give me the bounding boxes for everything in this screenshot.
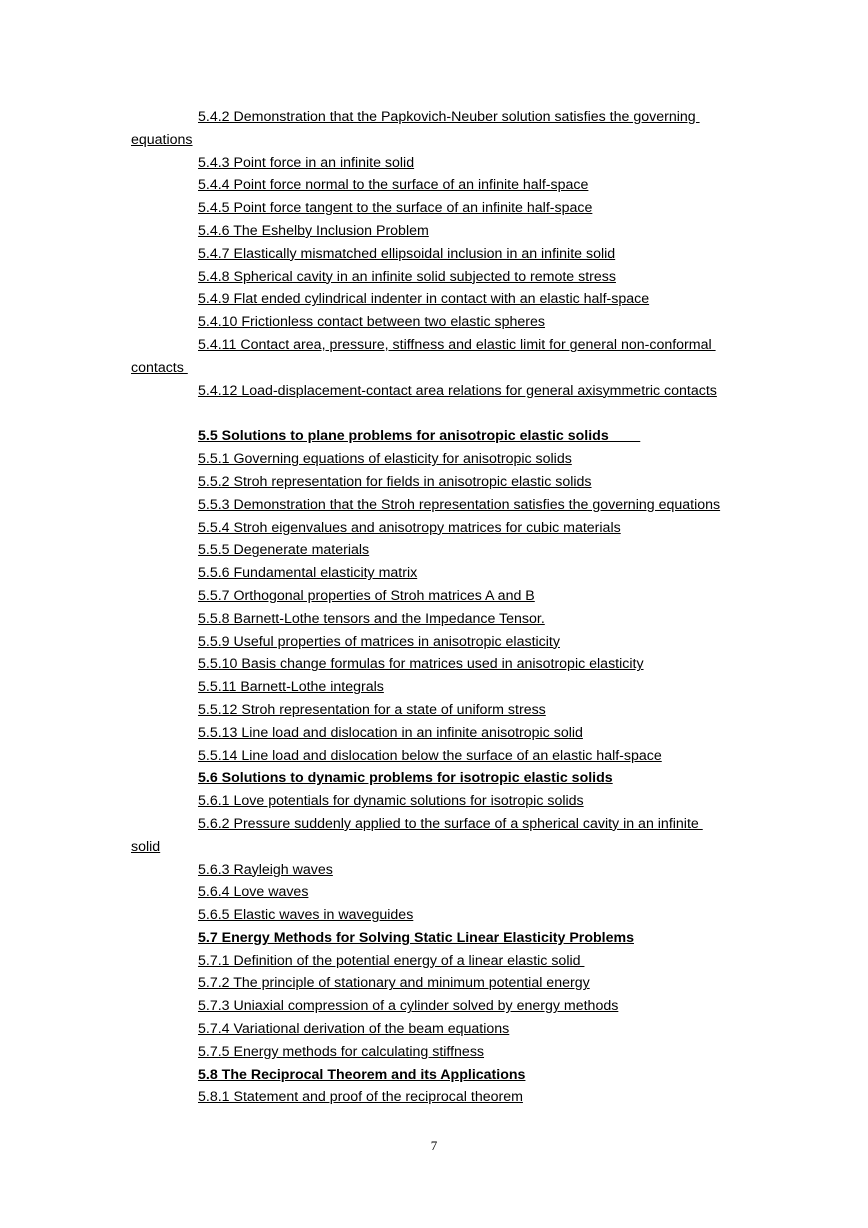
toc-section-heading-link[interactable] <box>0 927 868 950</box>
toc-subsection-link[interactable] <box>0 722 868 745</box>
toc-link-text[interactable]: 5.4.6 The Eshelby Inclusion Problem <box>198 222 429 239</box>
toc-link-text[interactable]: 5.7 Energy Methods for Solving Static Linear Elasticity Problems <box>198 929 634 946</box>
toc-entry-continuation <box>0 129 868 152</box>
toc-entry-line <box>0 950 868 973</box>
toc-subsection-link[interactable] <box>0 562 868 585</box>
toc-link-text[interactable]: 5.4.12 Load-displacement-contact area relations for general axisymmetric contacts <box>198 382 717 399</box>
toc-entry-line <box>0 539 868 562</box>
toc-entry-line <box>0 1018 868 1041</box>
toc-subsection-link[interactable] <box>0 995 868 1018</box>
toc-entry-line <box>0 471 868 494</box>
page-number: 7 <box>430 1138 438 1153</box>
toc-entry-line <box>0 927 868 950</box>
toc-link-text[interactable]: 5.6.4 Love waves <box>198 884 309 901</box>
toc-link-text[interactable]: 5.5.2 Stroh representation for fields in anisotropic elastic solids <box>198 473 592 490</box>
toc-entry-continuation <box>0 357 868 380</box>
toc-subsection-link[interactable] <box>0 813 868 859</box>
toc-subsection-link[interactable] <box>0 1018 868 1041</box>
toc-link-text[interactable]: 5.6.2 Pressure suddenly applied to the surface of a spherical cavity in an infinite <box>198 815 703 832</box>
toc-link-text[interactable]: 5.5.7 Orthogonal properties of Stroh matrices A and B <box>198 587 535 604</box>
toc-entry-line <box>0 653 868 676</box>
toc-entry-line <box>0 448 868 471</box>
toc-link-text[interactable]: 5.4.11 Contact area, pressure, stiffness and elastic limit for general non-conformal <box>198 336 716 353</box>
toc-subsection-link[interactable] <box>0 859 868 882</box>
toc-subsection-link[interactable] <box>0 494 868 517</box>
toc-entry-line <box>0 676 868 699</box>
toc-entry-line <box>0 972 868 995</box>
toc-subsection-link[interactable] <box>0 904 868 927</box>
toc-subsection-link[interactable] <box>0 539 868 562</box>
toc-subsection-link[interactable] <box>0 174 868 197</box>
toc-subsection-link[interactable] <box>0 585 868 608</box>
toc-link-text[interactable]: 5.5.9 Useful properties of matrices in anisotropic elasticity <box>198 633 560 650</box>
toc-link-text[interactable]: 5.8 The Reciprocal Theorem and its Applications <box>198 1066 526 1083</box>
toc-link-text[interactable]: 5.7.4 Variational derivation of the beam equations <box>198 1021 510 1038</box>
toc-subsection-link[interactable] <box>0 197 868 220</box>
toc-subsection-link[interactable] <box>0 1041 868 1064</box>
toc-subsection-link[interactable] <box>0 243 868 266</box>
toc-subsection-link[interactable] <box>0 334 868 380</box>
toc-subsection-link[interactable] <box>0 152 868 175</box>
table-of-contents <box>0 106 868 1109</box>
toc-subsection-link[interactable] <box>0 790 868 813</box>
toc-entry-line <box>0 722 868 745</box>
toc-entry-line <box>0 767 868 790</box>
toc-entry-line <box>0 243 868 266</box>
toc-link-text[interactable]: 5.4.5 Point force tangent to the surface of an infinite half-space <box>198 200 593 217</box>
toc-subsection-link[interactable] <box>0 631 868 654</box>
toc-subsection-link[interactable] <box>0 448 868 471</box>
toc-entry-line <box>0 562 868 585</box>
toc-entry-line <box>0 881 868 904</box>
toc-subsection-link[interactable] <box>0 881 868 904</box>
toc-entry-continuation <box>0 836 868 859</box>
toc-link-text[interactable]: 5.6 Solutions to dynamic problems for isotropic elastic solids <box>198 770 613 787</box>
toc-subsection-link[interactable] <box>0 972 868 995</box>
toc-link-text[interactable]: 5.6.3 Rayleigh waves <box>198 861 333 878</box>
toc-spacer <box>0 402 868 425</box>
toc-link-text[interactable]: 5.5.6 Fundamental elasticity matrix <box>198 565 418 582</box>
toc-subsection-link[interactable] <box>0 380 868 403</box>
toc-entry-line <box>0 494 868 517</box>
toc-entry-line <box>0 106 868 129</box>
toc-link-text[interactable]: 5.4.9 Flat ended cylindrical indenter in contact with an elastic half-space <box>198 291 650 308</box>
toc-section-heading-link[interactable] <box>0 1064 868 1087</box>
toc-entry-line <box>0 152 868 175</box>
toc-link-text[interactable]: 5.7.5 Energy methods for calculating stiffness <box>198 1043 485 1060</box>
toc-entry-line <box>0 995 868 1018</box>
toc-link-text[interactable]: 5.5.13 Line load and dislocation in an infinite anisotropic solid <box>198 724 583 741</box>
toc-link-text[interactable]: equations <box>131 131 193 148</box>
toc-entry-line <box>0 1041 868 1064</box>
toc-entry-line <box>0 1086 868 1109</box>
toc-entry-line <box>0 745 868 768</box>
toc-link-text[interactable]: 5.7.3 Uniaxial compression of a cylinder solved by energy methods <box>198 998 619 1015</box>
toc-link-text[interactable]: 5.5.8 Barnett-Lothe tensors and the Impedance Tensor. <box>198 610 545 627</box>
toc-entry-line <box>0 197 868 220</box>
toc-link-text[interactable]: 5.5.3 Demonstration that the Stroh representation satisfies the governing equations <box>198 496 721 513</box>
toc-entry-line <box>0 631 868 654</box>
toc-entry-line <box>0 904 868 927</box>
toc-link-text[interactable]: 5.5.4 Stroh eigenvalues and anisotropy matrices for cubic materials <box>198 519 621 536</box>
toc-entry-line <box>0 220 868 243</box>
toc-link-text[interactable]: contacts <box>131 359 188 376</box>
toc-subsection-link[interactable] <box>0 517 868 540</box>
toc-link-text[interactable]: 5.4.2 Demonstration that the Papkovich-Neuber solution satisfies the governing <box>198 109 700 125</box>
toc-entry-line <box>0 790 868 813</box>
toc-subsection-link[interactable] <box>0 653 868 676</box>
toc-subsection-link[interactable] <box>0 699 868 722</box>
toc-subsection-link[interactable] <box>0 1086 868 1109</box>
toc-link-text[interactable]: 5.7.2 The principle of stationary and minimum potential energy <box>198 975 590 992</box>
toc-link-text[interactable]: 5.7.1 Definition of the potential energy of a linear elastic solid <box>198 952 585 969</box>
toc-entry-line <box>0 425 868 448</box>
toc-subsection-link[interactable] <box>0 676 868 699</box>
toc-link-text[interactable]: 5.4.7 Elastically mismatched ellipsoidal inclusion in an infinite solid <box>198 245 616 262</box>
toc-subsection-link[interactable] <box>0 745 868 768</box>
toc-link-text[interactable]: 5.5.10 Basis change formulas for matrices used in anisotropic elasticity <box>198 656 644 673</box>
toc-section-heading-link[interactable] <box>0 425 868 448</box>
toc-link-text[interactable]: 5.8.1 Statement and proof of the reciprocal theorem <box>198 1089 523 1106</box>
toc-entry-line <box>0 288 868 311</box>
toc-link-text[interactable]: 5.4.10 Frictionless contact between two elastic spheres <box>198 314 545 331</box>
toc-entry-line <box>0 334 868 357</box>
toc-subsection-link[interactable] <box>0 220 868 243</box>
toc-entry-line <box>0 1064 868 1087</box>
toc-entry-line <box>0 585 868 608</box>
toc-entry-line <box>0 859 868 882</box>
toc-subsection-link[interactable] <box>0 471 868 494</box>
toc-subsection-link[interactable] <box>0 266 868 289</box>
toc-link-text[interactable]: 5.6.5 Elastic waves in waveguides <box>198 907 414 924</box>
toc-subsection-link[interactable] <box>0 288 868 311</box>
toc-section-heading-link[interactable] <box>0 767 868 790</box>
toc-link-text[interactable]: 5.5.1 Governing equations of elasticity for anisotropic solids <box>198 451 572 468</box>
toc-link-text[interactable]: solid <box>131 838 161 855</box>
toc-link-text[interactable]: 5.5.12 Stroh representation for a state of uniform stress <box>198 701 546 718</box>
toc-entry-line <box>0 699 868 722</box>
toc-entry-line <box>0 266 868 289</box>
toc-link-text[interactable]: 5.5.5 Degenerate materials <box>198 542 370 559</box>
toc-entry-line <box>0 608 868 631</box>
toc-entry-line <box>0 174 868 197</box>
toc-entry-line <box>0 813 868 836</box>
toc-entry-line <box>0 380 868 403</box>
toc-entry-line <box>0 517 868 540</box>
toc-link-text[interactable]: 5.5.14 Line load and dislocation below the surface of an elastic half-space <box>198 747 662 764</box>
toc-link-text[interactable]: 5.4.3 Point force in an infinite solid <box>198 154 415 171</box>
toc-link-text[interactable]: 5.4.4 Point force normal to the surface of an infinite half-space <box>198 177 589 194</box>
toc-subsection-link[interactable] <box>0 106 868 152</box>
toc-link-text[interactable]: 5.4.8 Spherical cavity in an infinite solid subjected to remote stress <box>198 268 616 285</box>
toc-link-text[interactable]: 5.5.11 Barnett-Lothe integrals <box>198 679 384 696</box>
toc-link-text[interactable]: 5.6.1 Love potentials for dynamic solutions for isotropic solids <box>198 793 584 810</box>
toc-subsection-link[interactable] <box>0 608 868 631</box>
toc-link-text[interactable]: 5.5 Solutions to plane problems for anisotropic elastic solids <box>198 428 641 445</box>
toc-entry-line <box>0 311 868 334</box>
toc-subsection-link[interactable] <box>0 950 868 973</box>
toc-subsection-link[interactable] <box>0 311 868 334</box>
